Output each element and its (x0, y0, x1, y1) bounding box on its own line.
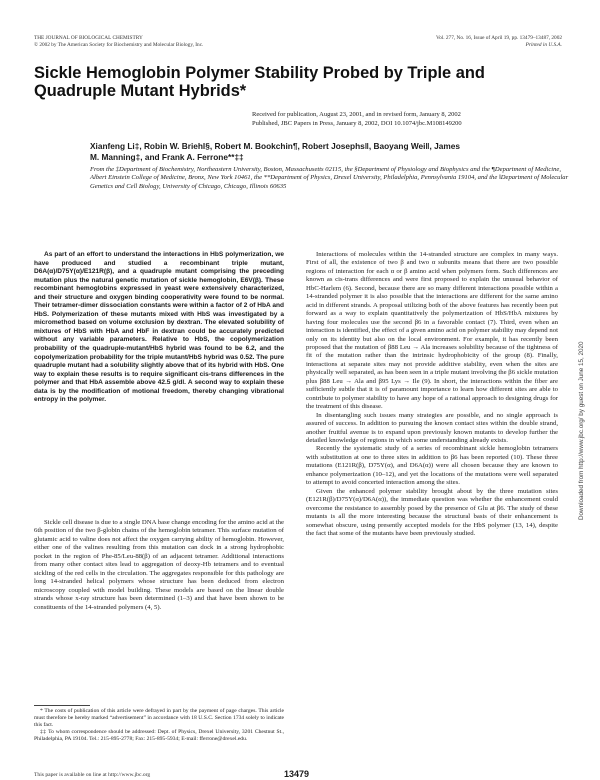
published-line: Published, JBC Papers in Press, January 8, 2002, DOI 10.1074/jbc.M108149200 (252, 119, 462, 127)
received-line: Received for publication, August 23, 2001, and in revised form, January 8, 2002 (252, 111, 461, 118)
body-paragraph: In disentangling such issues many strategies are possible, and no single approach is assured of success. In addition to pursuing the known contact sites within the double strand, another fruitful avenue is to expand upon previously known mutants to develop further the detailed knowledge of regions in which some understanding already exists. (306, 411, 558, 444)
author-list: Xianfeng Li‡, Robin W. Briehl§, Robert M. Bookchin¶, Robert Josephs‖, Baoyang Wei‖, James M. Manning‡, and Frank A. Ferrone**‡‡ (90, 141, 461, 162)
page-number: 13479 (284, 769, 310, 779)
availability-note: This paper is available on line at http://www.jbc.org (34, 772, 151, 778)
body-paragraph: Interactions of molecules within the 14-stranded structure are complex in many ways. First of all, the existence of two β and two α subunits means that there are two possible regions of interaction for each α or β amino acid when polymers form. Such differences are known as cis-trans differences and were first proposed to explain the unusual behavior of HbC-Harlem (6). Second, because there are so many different interactions possible within a 14-stranded polymer it is also possible that the interactions are different for the same amino acid in different strands. A proposal utilizing both of the above features has recently been put forward as a way to explain quantitatively the polymerization of HbS/HbA mixtures by having four molecules use the second β6 in a favorable contact (7). Third, even when an interaction is identified, the effect of a given amino acid on polymer stability may depend not only on its identity but also on the local environment. For example, it has recently been proposed that the mutation of β88 Leu → Ala increases solubility because of the tightness of fit of the mutation rather than the intrinsic hydrophobicity of the group (8). Finally, interactions at separate sites may not provide additive stability, even when the sites are physically well separated, as has been seen in a triple mutant involving the β6 sickle mutation plus β88 Leu → Ala and β95 Lys → Ile (9). In short, the interactions within the fiber are sufficiently subtle that it is of paramount importance to learn how different sites are able to contribute to polymer stability to have any hope of a rational approach to designing drugs for the treatment of this disease. (306, 251, 558, 411)
journal-masthead (34, 35, 203, 48)
right-column (306, 251, 558, 538)
printed-in: Printed in U.S.A. (525, 41, 562, 48)
footnote-correspondence: ‡‡ To whom correspondence should be addressed: Dept. of Physics, Drexel University, 3201 Chestnut St., Philadelphia, PA 19104. Tel.: 215-895-2778; Fax: 215-895-5934; E-mail: fferrone@drexel.edu. (34, 729, 284, 743)
intro-text: Sickle cell disease is due to a single DNA base change encoding for the amino acid at the 6th position of the two β-globin chains of the hemoglobin tetramer. This surface mutation of glutamic acid to valine does not affect the oxygen carrying ability of hemoglobin. However, either one of the valines resulting from this mutation can dock in a strong hydrophobic pocket in the region of Phe-85/Leu-88(β) of an adjacent tetramer. Additional interactions from many other contact sites lead to aggregation of deoxy-Hb tetramers and to eventual sickling of the red cells in the circulation. The aggregates responsible for this pathology are long 14-stranded helical polymers whose structure has been deduced from electron microscopy coupled with model building. These models are based on the linear double strands whose x-ray structure has been determined (1–3) and that have been shown to be constituents of the 14-stranded polymers (4, 5). (34, 519, 284, 611)
body-paragraph: Given the enhanced polymer stability brought about by the three mutation sites (E121R(β)/D75Y(α)/D6A(α)), the immediate question was whether the enhancement could overcome the resistance to assembly posed by the presence of Glu at β6. The study of these mutants is all the more interesting because the structural basis of their enhancement is somewhat obscure, using presently accepted models for the HbS polymer (13, 14), despite the fact that some of the mutants have been previously studied. (306, 487, 558, 537)
body-paragraph: Recently the systematic study of a series of recombinant sickle hemoglobin tetramers with substitution at one to three sites in addition to β6 has been reported (10). These three mutations (E121R(β), D75Y(α), and D6A(α)) were all chosen because they are known to enhance polymerization (10–12), and yet the locations of the mutations were well separated to attempt to avoid concerted interaction among the sites. (306, 445, 558, 487)
introduction-paragraph (34, 519, 284, 612)
copyright-line: © 2002 by The American Society for Biochemistry and Molecular Biology, Inc. (34, 41, 204, 48)
issue-info: Vol. 277, No. 16, Issue of April 19, pp. 13479–13487, 2002 (436, 35, 562, 41)
download-watermark: Downloaded from http://www.jbc.org/ by guest on June 15, 2020 (578, 341, 585, 520)
issue-masthead (436, 35, 562, 48)
publication-dates (252, 111, 572, 128)
affiliations: From the ‡Department of Biochemistry, Northeastern University, Boston, Massachusetts 02115, the §Department of Physiology and Biophysics and the ¶Department of Medicine, Albert Einstein College of Medicine, Bronx, New York 10461, the **Department of Physics, Drexel University, Philadelphia, Pennsylvania 19104, and the ‖Department of Molecular Genetics and Cell Biology, University of Chicago, Chicago, Illinois 60635 (90, 166, 569, 190)
left-column (34, 251, 284, 405)
article-title: Sickle Hemoglobin Polymer Stability Probed by Triple and Quadruple Mutant Hybrids* (34, 64, 485, 101)
footnote-costs: * The costs of publication of this article were defrayed in part by the payment of page charges. This article must therefore be hereby marked “advertisement” in accordance with 18 U.S.C. Section 1734 solely to indicate this fact. (34, 708, 284, 728)
journal-name: THE JOURNAL OF BIOLOGICAL CHEMISTRY (34, 35, 143, 41)
footnotes (34, 708, 284, 744)
footnote-divider (34, 705, 90, 706)
abstract: As part of an effort to understand the interactions in HbS polymerization, we have produced and studied a recombinant triple mutant, D6A(α)/D75Y(α)/E121R(β), and a quadruple mutant comprising the preceding mutation plus the natural genetic mutation of sickle hemoglobin, E6V(β). These recombinant hemoglobins expressed in yeast were extensively characterized, and their structure and oxygen binding cooperativity were found to be normal. Their tetramer-dimer dissociation constants were within a factor of 2 of HbA and HbS. Polymerization of these mutants mixed with HbS was investigated by a micromethod based on volume exclusion by dextran. The elevated solubility of mixtures of HbS with HbA and HbF in dextran could be accurately predicted without any variable parameters. Relative to HbS, the copolymerization probability of the quadruple-mutant/HbS hybrid was found to be 6.2, and the copolymerization probability for the triple mutant/HbS hybrid was 0.52. The pure quadruple mutant had a solubility slightly above that of its hybrid with HbS. One way to explain these results is to require significant cis-trans differences in the polymer and that HbA assemble above 42.5 g/dl. A second way to explain these data is by the modification of motional freedom, thereby changing vibrational entropy in the polymer. (34, 251, 284, 404)
